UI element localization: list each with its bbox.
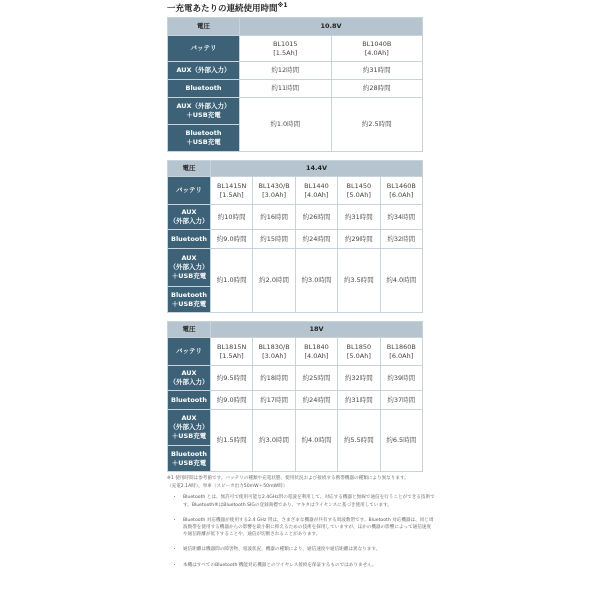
battery-model: BL1830/B [3.0Ah] — [253, 338, 295, 366]
page-title: 一充電あたりの連続使用時間$^{※1}$ — [167, 2, 288, 14]
battery-model: BL1850 [5.0Ah] — [338, 338, 380, 366]
usb-time: 約1.0時間 — [240, 98, 332, 152]
aux-label: AUX （外部入力） — [168, 366, 211, 391]
battery-label: バッテリ — [168, 36, 240, 62]
bluetooth-label: Bluetooth — [168, 230, 211, 249]
battery-model: BL1840 [4.0Ah] — [295, 338, 337, 366]
battery-model: BL1860B [6.0Ah] — [380, 338, 422, 366]
battery-model: BL1015 [1.5Ah] — [240, 36, 332, 62]
aux-time: 約10時間 — [211, 205, 253, 230]
spec-table-18v — [167, 321, 423, 472]
bluetooth-time: 約29時間 — [338, 230, 380, 249]
usb-time: 約2.5時間 — [331, 98, 423, 152]
usb-time: 約1.5時間 — [211, 410, 253, 472]
spec-table-10-8v — [167, 17, 423, 152]
footnote-1: ※1 使用時間は参考値です。バッテリの種類や充電状態、使用状況および接続する携帯機器の種類により異なります。 — [167, 476, 409, 481]
voltage-label: 電圧 — [168, 322, 211, 338]
battery-model: BL1460B [6.0Ah] — [380, 177, 422, 205]
voltage-value: 10.8V — [240, 18, 423, 36]
aux-label: AUX（外部入力） — [168, 62, 240, 80]
bluetooth-time: 約28時間 — [331, 80, 423, 98]
aux-time: 約16時間 — [253, 205, 295, 230]
usb-time: 約4.0時間 — [380, 249, 422, 313]
usb-time: 約4.0時間 — [295, 410, 337, 472]
bluetooth-time: 約17時間 — [253, 391, 295, 410]
bluetooth-time: 約31時間 — [338, 391, 380, 410]
list-item: • 通信距離は機器間の障害物、電波状況、機器の種類により、通信速度や通信距離は異なります。 — [183, 546, 435, 553]
aux-time: 約25時間 — [295, 366, 337, 391]
list-item: • 本機はすべてのBluetooth 機能対応機器とのワイヤレス接続を保証するものではありません。 — [183, 562, 435, 569]
bluetooth-time: 約24時間 — [295, 391, 337, 410]
aux-usb-label: AUX（外部入力） ＋USB充電 — [168, 98, 240, 125]
aux-time: 約39時間 — [380, 366, 422, 391]
aux-time: 約32時間 — [338, 366, 380, 391]
bluetooth-time: 約9.0時間 — [211, 391, 253, 410]
spec-table-14-4v — [167, 160, 423, 313]
aux-time: 約34時間 — [380, 205, 422, 230]
aux-usb-label: AUX （外部入力） ＋USB充電 — [168, 249, 211, 287]
footnotes — [167, 475, 435, 577]
aux-time: 約18時間 — [253, 366, 295, 391]
battery-model: BL1440 [4.0Ah] — [295, 177, 337, 205]
bluetooth-time: 約24時間 — [295, 230, 337, 249]
usb-time: 約1.0時間 — [211, 249, 253, 313]
battery-model: BL1415N [1.5Ah] — [211, 177, 253, 205]
usb-time: 約3.0時間 — [295, 249, 337, 313]
usb-time: 約3.0時間 — [253, 410, 295, 472]
bluetooth-label: Bluetooth — [168, 391, 211, 410]
bluetooth-usb-label: Bluetooth ＋USB充電 — [168, 125, 240, 152]
bluetooth-time: 約32時間 — [380, 230, 422, 249]
usb-time: 約5.5時間 — [338, 410, 380, 472]
battery-model: BL1815N [1.5Ah] — [211, 338, 253, 366]
aux-time: 約31時間 — [331, 62, 423, 80]
bluetooth-usb-label: Bluetooth ＋USB充電 — [168, 287, 211, 313]
bluetooth-time: 約15時間 — [253, 230, 295, 249]
voltage-label: 電圧 — [168, 161, 211, 177]
footnote-2: （充電2.1A時）、単車（スピーカ出力50mW＋50mW時） — [167, 484, 288, 490]
list-item: • Bluetooth 対応機器が使用する2.4 GHz 帯は、さまざまな機器が共有する周波数帯です。Bluetooth 対応機器は、同じ周波数帯を使用する機器からの影響を最小限に抑えるための技術を採用していますが、ほかの機器の影響によって通信速度や通信距離が低下することや、通信が切断されることがあります。 — [183, 517, 435, 539]
battery-label: バッテリ — [168, 177, 211, 205]
usb-time: 約3.5時間 — [338, 249, 380, 313]
aux-label: AUX （外部入力） — [168, 205, 211, 230]
aux-time: 約9.5時間 — [211, 366, 253, 391]
notes-list — [167, 494, 435, 568]
bluetooth-time: 約37時間 — [380, 391, 422, 410]
voltage-value: 18V — [211, 322, 423, 338]
voltage-value: 14.4V — [211, 161, 423, 177]
bluetooth-label: Bluetooth — [168, 80, 240, 98]
aux-usb-label: AUX （外部入力） ＋USB充電 — [168, 410, 211, 446]
aux-time: 約12時間 — [240, 62, 332, 80]
bluetooth-time: 約11時間 — [240, 80, 332, 98]
battery-model: BL1430/B [3.0Ah] — [253, 177, 295, 205]
bluetooth-usb-label: Bluetooth ＋USB充電 — [168, 446, 211, 472]
aux-time: 約26時間 — [295, 205, 337, 230]
battery-model: BL1040B [4.0Ah] — [331, 36, 423, 62]
voltage-label: 電圧 — [168, 18, 240, 36]
battery-model: BL1450 [5.0Ah] — [338, 177, 380, 205]
list-item: • Bluetooth とは、無許可で使用可能な2.4GHz帯の電波を利用して、対応する機器と無線で通信を行うことができる技術です。Bluetooth®はBluetooth SIGの登録商標であり、マキタはライセンスに基づき使用しています。 — [183, 494, 435, 508]
aux-time: 約31時間 — [338, 205, 380, 230]
bluetooth-time: 約9.0時間 — [211, 230, 253, 249]
usb-time: 約2.0時間 — [253, 249, 295, 313]
usb-time: 約6.5時間 — [380, 410, 422, 472]
battery-label: バッテリ — [168, 338, 211, 366]
